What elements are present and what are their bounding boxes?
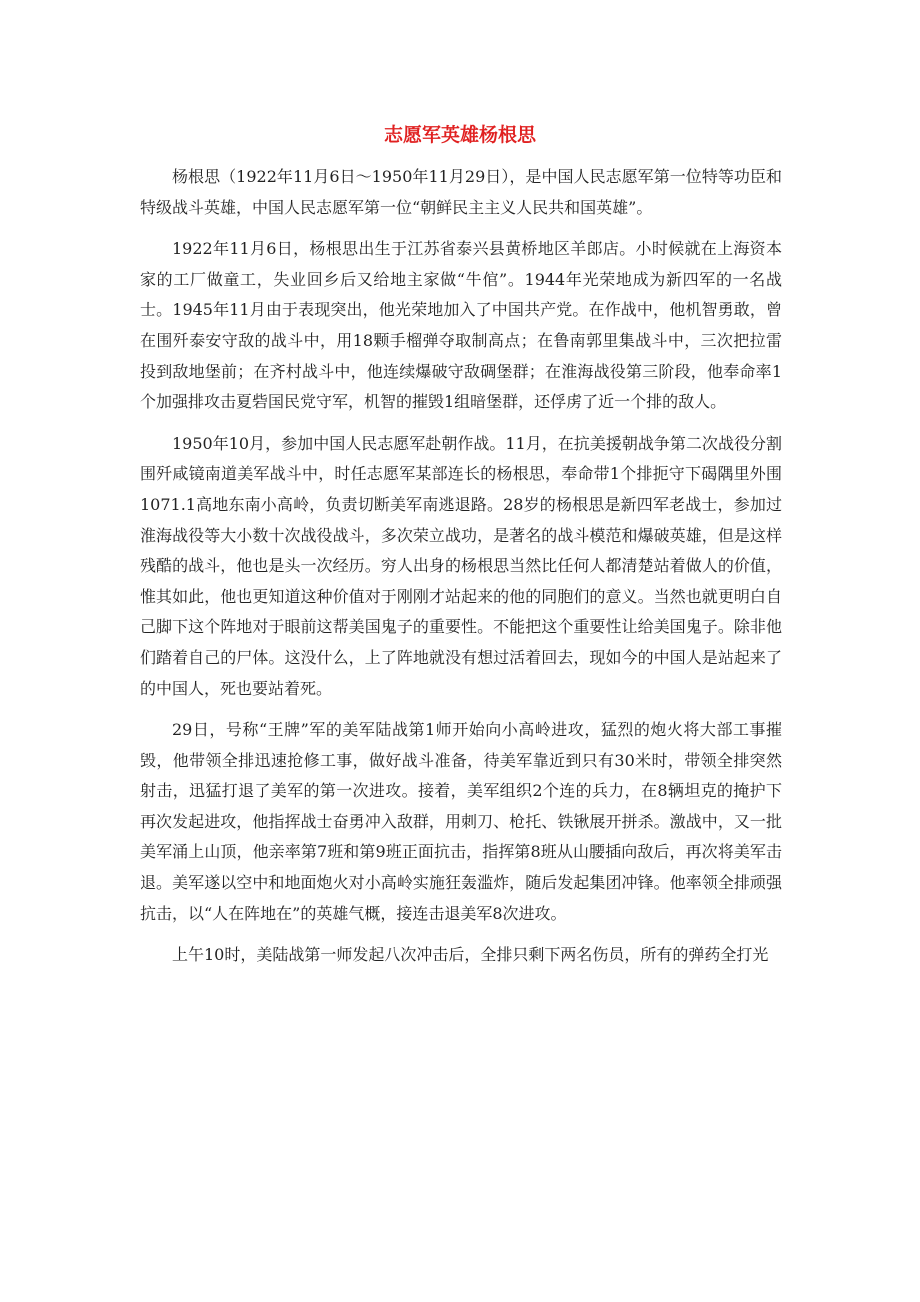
paragraph-2: 1922年11月6日，杨根思出生于江苏省泰兴县黄桥地区羊郎店。小时候就在上海资本家的工厂做童工，失业回乡后又给地主家做“牛倌”。1944年光荣地成为新四军的一名战士。1945年11月由于表现突出，他光荣地加入了中国共产党。在作战中，他机智勇敢，曾在围歼泰安守敌的战斗中，用18颗手榴弹夺取制高点；在鲁南郭里集战斗中，三次把拉雷投到敌地堡前；在齐村战斗中，他连续爆破守敌碉堡群；在淮海战役第三阶段，他奉命率1个加强排攻击夏砦国民党守军，机智的摧毁1组暗堡群，还俘虏了近一个排的敌人。: [140, 239, 782, 412]
paragraph-4: 29日，号称“王牌”军的美军陆战第1师开始向小高岭进攻，猛烈的炮火将大部工事摧毁，他带领全排迅速抢修工事，做好战斗准备，待美军靠近到只有30米时，带领全排突然射击，迅猛打退了美军的第一次进攻。接着，美军组织2个连的兵力，在8辆坦克的掩护下再次发起进攻，他指挥战士奋勇冲入敌群，用刺刀、枪托、铁锹展开拼杀。激战中，又一批美军涌上山顶，他亲率第7班和第9班正面抗击，指挥第8班从山腰插向敌后，再次将美军击退。美军遂以空中和地面炮火对小高岭实施狂轰滥炸，随后发起集团冲锋。他率领全排顽强抗击，以“人在阵地在”的英雄气概，接连击退美军8次进攻。: [140, 720, 782, 923]
document-body: [140, 162, 782, 982]
paragraph-1: 杨根思（1922年11月6日～1950年11月29日），是中国人民志愿军第一位特等功臣和特级战斗英雄，中国人民志愿军第一位“朝鲜民主主义人民共和国英雄”。: [140, 167, 782, 217]
paragraph-3: 1950年10月，参加中国人民志愿军赴朝作战。11月，在抗美援朝战争第二次战役分割围歼咸镜南道美军战斗中，时任志愿军某部连长的杨根思，奉命带1个排扼守下碣隅里外围1071.1高地东南小高岭，负责切断美军南逃退路。28岁的杨根思是新四军老战士，参加过淮海战役等大小数十次战役战斗，多次荣立战功，是著名的战斗模范和爆破英雄，但是这样残酷的战斗，他也是头一次经历。穷人出身的杨根思当然比任何人都清楚站着做人的价值，惟其如此，他也更知道这种价值对于刚刚才站起来的他的同胞们的意义。当然也就更明白自己脚下这个阵地对于眼前这帮美国鬼子的重要性。不能把这个重要性让给美国鬼子。除非他们踏着自己的尸体。这没什么，上了阵地就没有想过活着回去，现如今的中国人是站起来了的中国人，死也要站着死。: [140, 433, 782, 698]
document-title: 志愿军英雄杨根思: [383, 124, 536, 146]
paragraph-5: 上午10时，美陆战第一师发起八次冲击后，全排只剩下两名伤员，所有的弹药全打光: [172, 945, 769, 965]
